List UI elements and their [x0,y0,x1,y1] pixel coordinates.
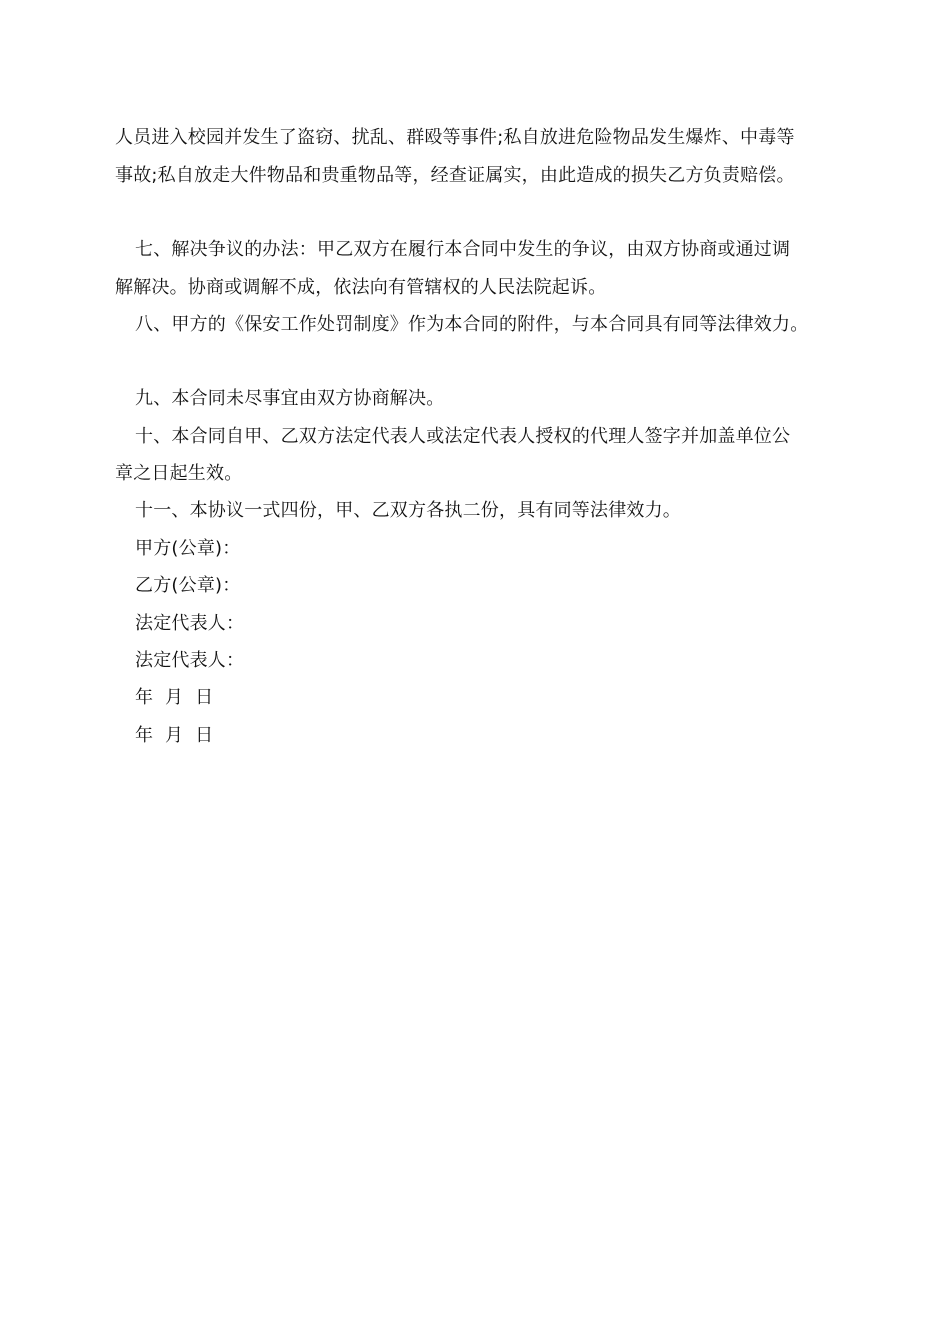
clause-10-line-2: 章之日起生效。 [115,463,243,484]
clause-11-line-1: 十一、本协议一式四份，甲、乙双方各执二份，具有同等法律效力。 [135,500,681,521]
date-line-b: 年 月 日 [135,725,214,746]
clause-6-continuation-line-1: 人员进入校园并发生了盗窃、扰乱、群殴等事件;私自放进危险物品发生爆炸、中毒等 [115,127,795,148]
clause-9-line-1: 九、本合同未尽事宜由双方协商解决。 [135,388,445,409]
legal-representative-a-label: 法定代表人： [135,613,245,634]
party-b-seal-label: 乙方(公章)： [135,575,241,596]
legal-representative-b-label: 法定代表人： [135,650,245,671]
clause-7-line-1: 七、解决争议的办法：甲乙双方在履行本合同中发生的争议，由双方协商或通过调 [135,239,791,260]
clause-6-continuation-line-2: 事故;私自放走大件物品和贵重物品等，经查证属实，由此造成的损失乙方负责赔偿。 [115,165,795,186]
date-line-a: 年 月 日 [135,687,214,708]
clause-10-line-1: 十、本合同自甲、乙双方法定代表人或法定代表人授权的代理人签字并加盖单位公 [135,426,791,447]
clause-7-line-2: 解解决。协商或调解不成，依法向有管辖权的人民法院起诉。 [115,277,607,298]
clause-8-line-1: 八、甲方的《保安工作处罚制度》作为本合同的附件，与本合同具有同等法律效力。 [135,314,809,335]
party-a-seal-label: 甲方(公章)： [135,538,241,559]
